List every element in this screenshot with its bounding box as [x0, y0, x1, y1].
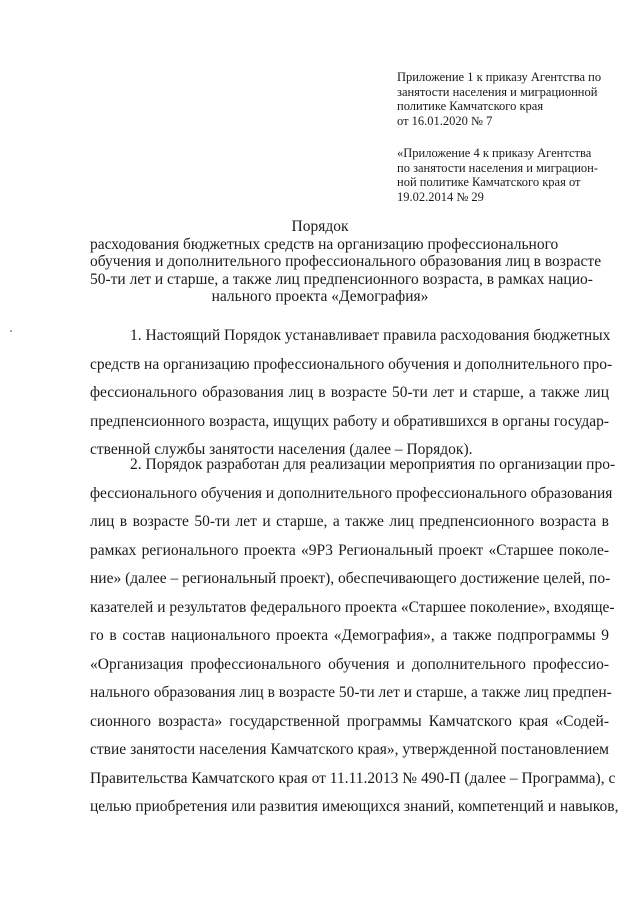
paragraph-line: ствие занятости населения Камчатского края», утвержденной постановлением — [90, 741, 609, 758]
paragraph-line: нального образования лиц в возрасте 50-ти лет и старше, а также лиц предпен- — [90, 684, 612, 701]
paragraph-line: сионного возраста» государственной программы Камчатского края «Содей- — [90, 712, 609, 730]
appendix-4-note — [397, 146, 609, 204]
appendix-4-line: по занятости населения и миграцион- — [397, 160, 599, 175]
appendix-1-line: занятости населения и миграционной — [397, 84, 598, 99]
appendix-1-line: политике Камчатского края — [397, 99, 544, 113]
paragraph-line: го в состав национального проекта «Демография», а также подпрограммы 9 — [90, 627, 609, 644]
title-line: 50-ти лет и старше, а также лиц предпенсионного возраста, в рамках нацио- — [90, 270, 593, 288]
appendix-4-line: ной политике Камчатского края от — [397, 175, 581, 189]
appendix-1-line: Приложение 1 к приказу Агентства по — [397, 70, 602, 84]
scan-mark — [10, 330, 12, 332]
title-line: обучения и дополнительного профессионального образования лиц в возрасте — [90, 253, 602, 270]
appendix-4-line: 19.02.2014 № 29 — [397, 189, 484, 204]
paragraph-line: фессионального образования лиц в возрасте 50-ти лет и старше, а также лиц — [90, 384, 609, 401]
appendix-1-note — [397, 70, 609, 128]
paragraph-line: средств на организацию профессионального обучения и дополнительного про- — [90, 355, 613, 373]
paragraph-line: «Организация профессионального обучения и дополнительного профессио- — [90, 655, 609, 673]
paragraph-line: Правительства Камчатского края от 11.11.2013 № 490-П (далее – Программа), с — [90, 769, 616, 787]
document-title — [90, 218, 602, 306]
paragraph-line: ственной службы занятости населения (далее – Порядок). — [90, 441, 473, 458]
paragraph-line: 2. Порядок разработан для реализации мероприятия по организации про- — [130, 456, 616, 473]
appendix-4-line: «Приложение 4 к приказу Агентства — [397, 146, 592, 160]
paragraph-line: рамках регионального проекта «9Р3 Региональный проект «Старшее поколе- — [90, 541, 609, 559]
paragraph-line: 1. Настоящий Порядок устанавливает правила расходования бюджетных — [130, 327, 611, 344]
paragraph-line: фессионального обучения и дополнительного профессионального образования — [90, 484, 613, 502]
paragraph-line: целью приобретения или развития имеющихся знаний, компетенций и навыков, — [90, 798, 619, 815]
paragraph-line: казателей и результатов федерального проекта «Старшее поколение», входяще- — [90, 598, 615, 616]
paragraph-line: лиц в возрасте 50-ти лет и старше, а также лиц предпенсионного возраста в — [90, 513, 609, 530]
paragraph-1 — [90, 322, 613, 465]
title-heading: Порядок — [291, 218, 349, 235]
paragraph-line: ние» (далее – региональный проект), обеспечивающего достижение целей, по- — [90, 570, 611, 587]
paragraph-line: предпенсионного возраста, ищущих работу и обратившихся в органы государ- — [90, 412, 609, 430]
title-line: расходования бюджетных средств на организацию профессионального — [90, 235, 559, 253]
title-line: нального проекта «Демография» — [211, 288, 429, 305]
appendix-1-line: от 16.01.2020 № 7 — [397, 113, 493, 128]
paragraph-2 — [90, 451, 619, 822]
